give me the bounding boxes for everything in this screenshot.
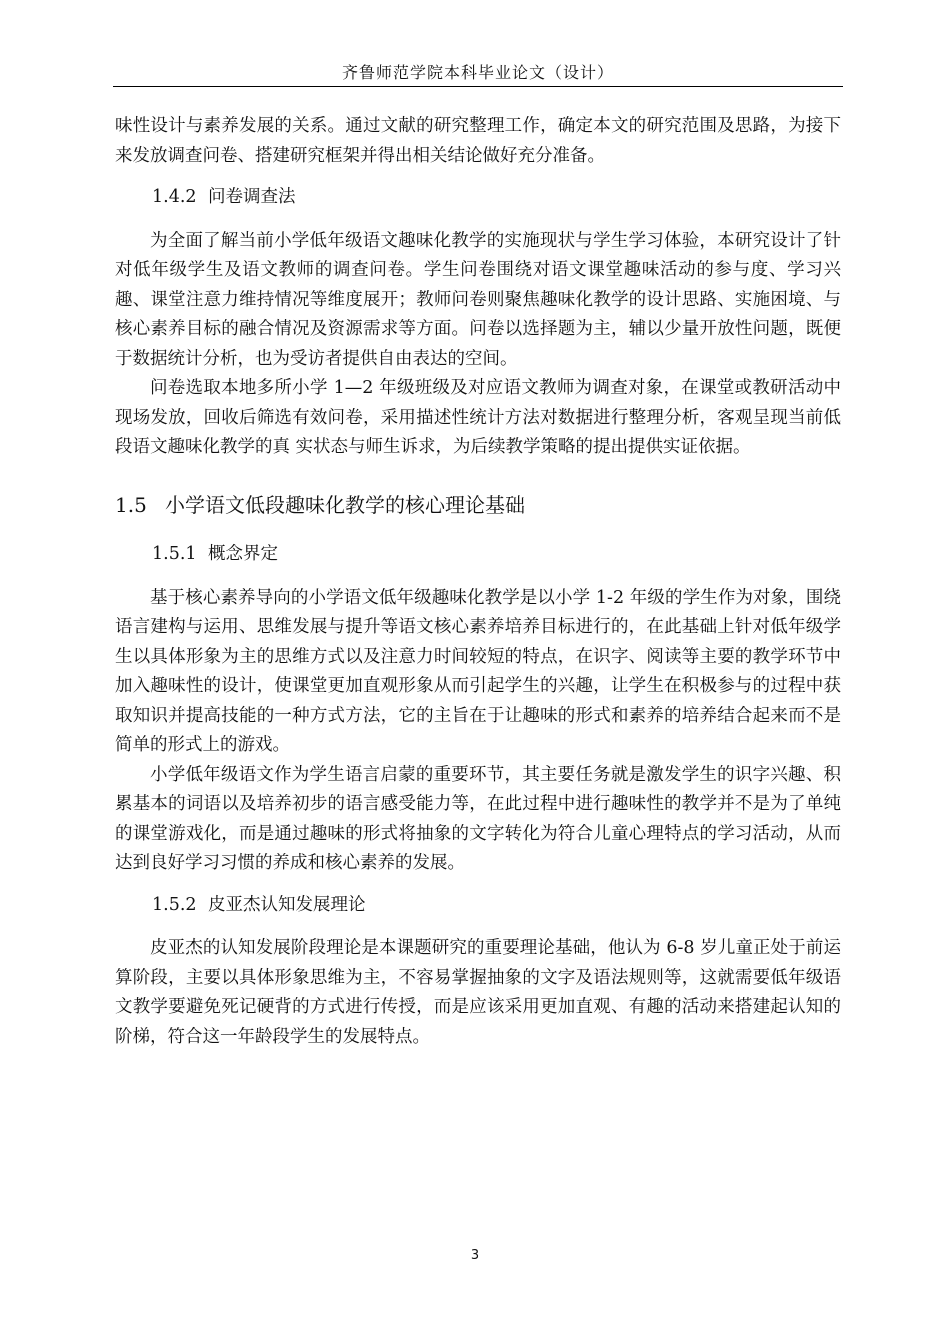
paragraph-concept-definition: 基于核心素养导向的小学语文低年级趣味化教学是以小学 1-2 年级的学生作为对象，围绕语言建构与运用、思维发展与提升等语文核心素养培养目标进行的，在此基础上针对低年级学生以具体形象为主的思维方式以及注意力时间较短的特点，在识字、阅读等主要的教学环节中加入趣味性的设计，使课堂更加直观形象从而引起学生的兴趣，让学生在积极参与的过程中获取知识并提高技能的一种方式方法，它的主旨在于让趣味的形式和素养的培养结合起来而不是简单的形式上的游戏。 [115,587,841,755]
paragraph-piaget-theory: 皮亚杰的认知发展阶段理论是本课题研究的重要理论基础，他认为 6-8 岁儿童正处于前运算阶段，主要以具体形象思维为主，不容易掌握抽象的文字及语法规则等，这就需要低年级语文教学要避免死记硬背的方式进行传授，而是应该采用更加直观、有趣的活动来搭建起认知的阶梯，符合这一年龄段学生的发展特点。 [115,938,841,1047]
running-header: 齐鲁师范学院本科毕业论文（设计） [341,63,614,82]
section-heading-1-5 [115,491,841,521]
section-number: 1.5.2 [152,894,197,915]
section-number: 1.4.2 [152,187,197,207]
section-title: 小学语文低段趣味化教学的核心理论基础 [165,492,525,517]
section-title: 问卷调查法 [208,187,296,207]
page-number: 3 [470,1248,480,1263]
section-heading-1-5-2 [115,891,841,921]
paragraph-survey-design: 为全面了解当前小学低年级语文趣味化教学的实施现状与学生学习体验，本研究设计了针对低年级学生及语文教师的调查问卷。学生问卷围绕对语文课堂趣味活动的参与度、学习兴趣、课堂注意力维持情况等维度展开；教师问卷则聚焦趣味化教学的设计思路、实施困境、与核心素养目标的融合情况及资源需求等方面。问卷以选择题为主，辅以少量开放性问题，既便于数据统计分析，也为受访者提供自由表达的空间。 [115,230,841,369]
page-body [115,112,841,1052]
section-title: 概念界定 [208,544,278,564]
paragraph-survey-sample: 问卷选取本地多所小学 1—2 年级班级及对应语文教师为调查对象，在课堂或教研活动中现场发放，回收后筛选有效问卷，采用描述性统计方法对数据进行整理分析，客观呈现当前低段语文趣味化教学的真 实状态与师生诉求，为后续教学策略的提出提供实证依据。 [115,378,841,457]
header-divider [113,86,843,87]
paragraph-primary-chinese-role: 小学低年级语文作为学生语言启蒙的重要环节，其主要任务就是激发学生的识字兴趣、积累基本的词语以及培养初步的语言感受能力等，在此过程中进行趣味性的教学并不是为了单纯的课堂游戏化，而是通过趣味的形式将抽象的文字转化为符合儿童心理特点的学习活动，从而达到良好学习习惯的养成和核心素养的发展。 [115,764,841,873]
section-heading-1-4-2 [115,183,841,213]
section-number: 1.5.1 [152,544,197,564]
section-heading-1-5-1 [115,540,841,570]
section-title: 皮亚杰认知发展理论 [208,894,366,915]
section-number: 1.5 [115,492,147,517]
paragraph-continued: 味性设计与素养发展的关系。通过文献的研究整理工作，确定本文的研究范围及思路，为接下来发放调查问卷、搭建研究框架并得出相关结论做好充分准备。 [115,116,841,166]
